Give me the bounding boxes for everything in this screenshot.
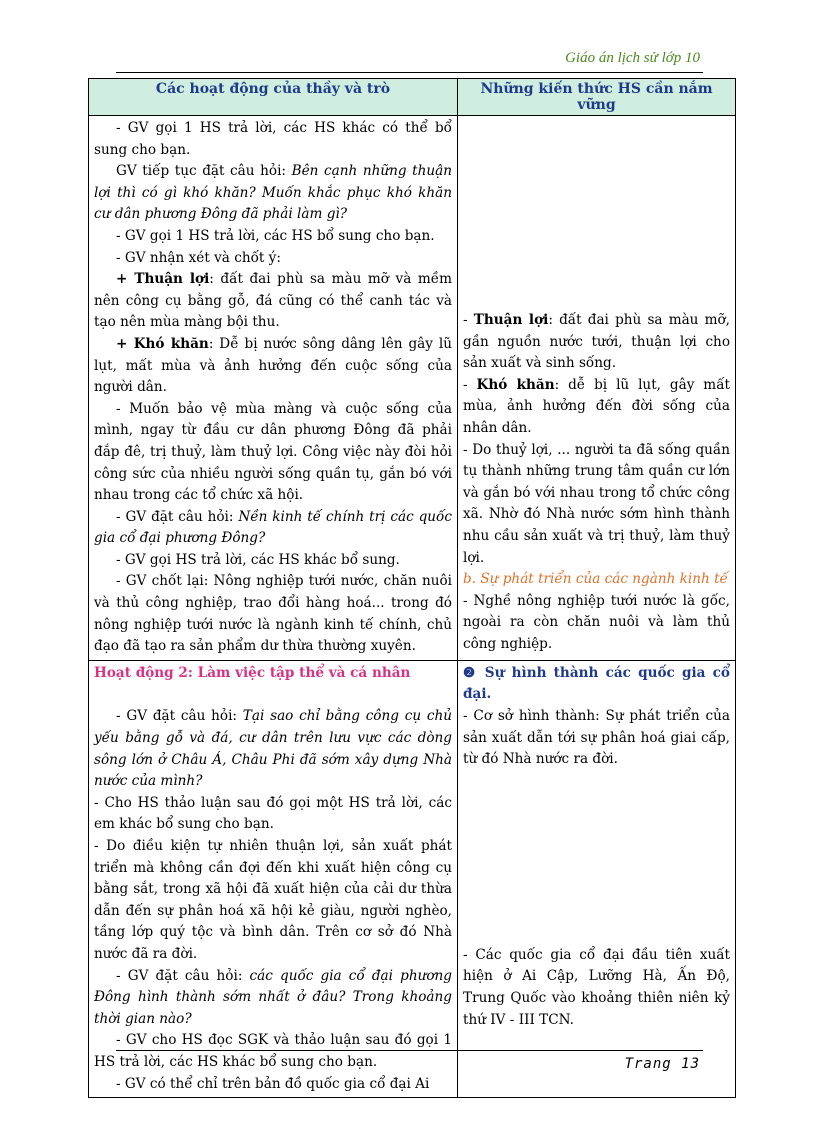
- paragraph: - Nghề nông nghiệp tưới nước là gốc, ngoài ra còn chăn nuôi và làm thủ công nghiệp.: [463, 592, 730, 652]
- paragraph: - GV nhận xét và chốt ý:: [116, 249, 281, 266]
- paragraph: [94, 269, 452, 334]
- lesson-table: [88, 78, 736, 1098]
- question-text: Bên cạnh những thuận lợi thì có gì khó khăn? Muốn khắc phục khó khăn cư dân phương Đông đã phải làm gì?: [94, 163, 452, 223]
- row2-knowledge-cell: [458, 660, 736, 1097]
- text: : dễ bị lũ lụt, gây mất mùa, ảnh hưởng đến đời sống của nhân dân.: [463, 376, 730, 436]
- text: : đất đai phù sa màu mỡ và mềm nên công cụ bằng gỗ, đá cũng có thể canh tác và tạo nên mùa màng bội thu.: [94, 271, 453, 331]
- label-difficulties: + Khó khăn: [116, 335, 209, 352]
- text: -: [463, 376, 477, 393]
- paragraph: - GV cho HS đọc SGK và thảo luận sau đó gọi 1 HS trả lời, các HS khác bổ sung cho bạn.: [94, 1032, 452, 1070]
- document-header-title: Giáo án lịch sử lớp 10: [565, 50, 700, 66]
- table-row: [89, 116, 736, 661]
- text: - GV đặt câu hỏi:: [116, 967, 250, 984]
- table-header-row: [89, 79, 736, 116]
- column-header-knowledge: Những kiến thức HS cần nắm vững: [458, 79, 736, 116]
- activity-heading: Hoạt động 2: Làm việc tập thể và cá nhân: [94, 664, 411, 681]
- column-header-activities: Các hoạt động của thầy và trò: [89, 79, 458, 116]
- text: : Dễ bị nước sông dâng lên gây lũ lụt, mất mùa và ảnh hưởng đến cuộc sống của người dân.: [94, 335, 452, 396]
- paragraph: - GV gọi 1 HS trả lời, các HS bổ sung cho bạn.: [116, 227, 435, 244]
- label-advantages: Thuận lợi: [473, 312, 549, 328]
- paragraph: - Muốn bảo vệ mùa màng và cuộc sống của mình, ngay từ đầu cư dân phương Đông đã phải đắp đê, trị thuỷ, làm thuỷ lợi. Công việc này đòi hỏi công sức của nhiều người sống quần tụ, gắn bó với nhau trong các tổ chức xã hội.: [94, 400, 452, 504]
- paragraph: [94, 966, 452, 1031]
- paragraph: [94, 334, 452, 399]
- paragraph: [463, 310, 730, 375]
- text: : đất đai phù sa màu mỡ, gần nguồn nước tưới, thuận lợi cho sản xuất và sinh sống.: [463, 312, 731, 372]
- section-subheading: b. Sự phát triển của các ngành kinh tế: [463, 571, 728, 588]
- spacer: [463, 118, 730, 310]
- spacer: [463, 771, 730, 945]
- label-difficulties: Khó khăn: [476, 376, 555, 393]
- question-text: Tại sao chỉ bằng công cụ chủ yếu bằng gỗ và đá, cư dân trên lưu vực các dòng sông lớn ở Châu Á, Châu Phi đã sớm xây dựng Nhà nước của mình?: [94, 708, 453, 790]
- text: -: [463, 312, 474, 328]
- paragraph: - Do điều kiện tự nhiên thuận lợi, sản xuất phát triển mà không cần đợi đến khi xuất hiện công cụ bằng sắt, trong xã hội đã xuất hiện của cải dư thừa dẫn đến sự phân hoá xã hội kẻ giàu, người nghèo, tầng lớp quý tộc và bình dân. Trên cơ sở đó Nhà nước đã ra đời.: [94, 838, 452, 962]
- header-rule: [116, 72, 703, 73]
- section-heading: ❷ Sự hình thành các quốc gia cổ đại.: [463, 664, 730, 703]
- paragraph: - Cho HS thảo luận sau đó gọi một HS trả lời, các em khác bổ sung cho bạn.: [94, 794, 452, 833]
- paragraph: [463, 375, 730, 440]
- page-number: Trang 13: [624, 1056, 700, 1072]
- row2-activities-cell: [89, 660, 458, 1097]
- text: GV tiếp tục đặt câu hỏi:: [116, 163, 292, 180]
- label-advantages: + Thuận lợi: [116, 271, 210, 288]
- question-text: các quốc gia cổ đại phương Đông hình thành sớm nhất ở đâu? Trong khoảng thời gian nào?: [94, 967, 452, 1027]
- paragraph: - Cơ sở hình thành: Sự phát triển của sản xuất dẫn tới sự phân hoá giai cấp, từ đó Nhà nước ra đời.: [463, 708, 730, 768]
- table-row: [89, 660, 736, 1097]
- row1-activities-cell: [89, 116, 458, 661]
- row1-knowledge-cell: [458, 116, 736, 661]
- paragraph: - GV có thể chỉ trên bản đồ quốc gia cổ đại Ai: [116, 1075, 430, 1092]
- text: - GV đặt câu hỏi:: [116, 508, 239, 525]
- question-text: Nền kinh tế chính trị các quốc gia cổ đại phương Đông?: [94, 508, 452, 547]
- spacer: [94, 684, 452, 706]
- paragraph: - GV chốt lại: Nông nghiệp tưới nước, chăn nuôi và thủ công nghiệp, trao đổi hàng hoá... trong đó nông nghiệp tưới nước là ngành kinh tế chính, chủ đạo đã tạo ra sản phẩm dư thừa thường xuyên.: [94, 573, 452, 655]
- paragraph: [94, 706, 452, 792]
- paragraph: - Các quốc gia cổ đại đầu tiên xuất hiện ở Ai Cập, Lưỡng Hà, Ấn Độ, Trung Quốc vào khoảng thiên niên kỷ thứ IV - III TCN.: [463, 946, 730, 1028]
- paragraph: [94, 507, 452, 550]
- footer-rule: [116, 1050, 703, 1051]
- text: - GV đặt câu hỏi:: [116, 708, 243, 725]
- paragraph: - GV gọi 1 HS trả lời, các HS khác có thể bổ sung cho bạn.: [94, 120, 452, 158]
- paragraph: [94, 161, 452, 226]
- paragraph: - GV gọi HS trả lời, các HS khác bổ sung.: [116, 551, 400, 568]
- paragraph: - Do thuỷ lợi, ... người ta đã sống quần tụ thành những trung tâm quần cư lớn và gắn bó với nhau trong tổ chức công xã. Nhờ đó Nhà nước sớm hình thành nhu cầu sản xuất và trị thuỷ, làm thuỷ lợi.: [463, 441, 730, 566]
